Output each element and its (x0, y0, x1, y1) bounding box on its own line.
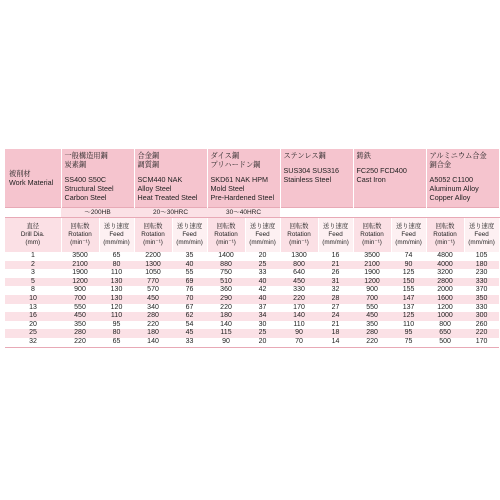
rotation-header-4 (353, 218, 391, 253)
feed-header-5 (464, 218, 499, 253)
rotation-cell: 1300 (134, 261, 172, 270)
rotation-cell: 800 (426, 321, 464, 330)
rotation-cell: 800 (280, 261, 318, 270)
rotation-ja: 回転数 (216, 223, 236, 230)
rotation-cell: 140 (134, 338, 172, 347)
hardness-5 (426, 208, 499, 218)
table-row (5, 312, 499, 321)
rotation-cell: 750 (207, 269, 245, 278)
feed-cell: 25 (245, 329, 280, 338)
material-en1: Cast Iron (356, 175, 386, 184)
rotation-cell: 1900 (353, 269, 391, 278)
feed-cell: 330 (464, 304, 499, 313)
rotation-header-1 (134, 218, 172, 253)
rotation-cell: 280 (353, 329, 391, 338)
feed-ja: 送り速度 (395, 223, 422, 230)
rotation-ja: 回転数 (289, 223, 309, 230)
rotation-cell: 220 (134, 321, 172, 330)
feed-ja: 送り速度 (103, 223, 130, 230)
feed-unit: (mm/min) (103, 239, 130, 246)
feed-cell: 21 (318, 261, 353, 270)
material-header-4 (353, 149, 426, 208)
rotation-unit: (min⁻¹) (289, 239, 309, 246)
rotation-cell: 570 (134, 286, 172, 295)
feed-cell: 40 (245, 295, 280, 304)
rotation-unit: (min⁻¹) (70, 239, 90, 246)
feed-cell: 62 (172, 312, 207, 321)
material-header-3 (280, 149, 353, 208)
feed-unit: (mm/min) (322, 239, 349, 246)
feed-cell: 120 (99, 304, 134, 313)
material-header-row (5, 149, 499, 208)
material-grades: SS400 S50C (64, 175, 107, 184)
feed-cell: 18 (318, 329, 353, 338)
material-grades: SKD61 NAK HPM (210, 175, 269, 184)
rotation-en: Rotation (287, 231, 311, 238)
rotation-unit: (min⁻¹) (143, 239, 163, 246)
material-grades: A5052 C1100 (429, 175, 473, 184)
feed-cell: 31 (318, 278, 353, 287)
feed-cell: 110 (99, 312, 134, 321)
feed-cell: 95 (99, 321, 134, 330)
hardness-0: ～200HB (61, 208, 134, 218)
feed-cell: 20 (245, 338, 280, 347)
feed-cell: 330 (464, 278, 499, 287)
rotation-cell: 3500 (61, 252, 99, 261)
feed-cell: 350 (464, 295, 499, 304)
rotation-cell: 2100 (61, 261, 99, 270)
rotation-cell: 350 (61, 321, 99, 330)
feed-cell: 70 (172, 295, 207, 304)
rotation-unit: (min⁻¹) (216, 239, 236, 246)
feed-cell: 30 (245, 321, 280, 330)
column-header-row (5, 218, 499, 253)
hardness-1: 20～30HRC (134, 208, 207, 218)
feed-cell: 69 (172, 278, 207, 287)
feed-cell: 260 (464, 321, 499, 330)
rotation-cell: 180 (207, 312, 245, 321)
feed-cell: 37 (245, 304, 280, 313)
feed-cell: 220 (464, 329, 499, 338)
material-grades: FC250 FCD400 (356, 166, 407, 175)
drill-dia-cell: 16 (5, 312, 61, 321)
work-material-label-ja: 被削材 (9, 169, 31, 178)
rotation-cell: 220 (61, 338, 99, 347)
rotation-cell: 650 (426, 329, 464, 338)
rotation-cell: 510 (207, 278, 245, 287)
rotation-cell: 1000 (426, 312, 464, 321)
feed-cell: 33 (172, 338, 207, 347)
feed-cell: 45 (172, 329, 207, 338)
feed-unit: (mm/min) (176, 239, 203, 246)
rotation-cell: 90 (207, 338, 245, 347)
rotation-cell: 170 (280, 304, 318, 313)
rotation-ja: 回転数 (143, 223, 163, 230)
feed-ja: 送り速度 (249, 223, 276, 230)
rotation-cell: 110 (280, 321, 318, 330)
drill-dia-cell: 13 (5, 304, 61, 313)
feed-cell: 67 (172, 304, 207, 313)
rotation-cell: 360 (207, 286, 245, 295)
feed-cell: 65 (99, 338, 134, 347)
feed-cell: 137 (391, 304, 426, 313)
material-en1: Alloy Steel (137, 184, 172, 193)
table-row (5, 329, 499, 338)
rotation-header-5 (426, 218, 464, 253)
rotation-cell: 115 (207, 329, 245, 338)
rotation-cell: 290 (207, 295, 245, 304)
rotation-en: Rotation (141, 231, 165, 238)
material-en2: Copper Alloy (429, 193, 471, 202)
rotation-cell: 1200 (353, 278, 391, 287)
rotation-cell: 1400 (207, 252, 245, 261)
feed-header-0 (99, 218, 134, 253)
feed-cell: 21 (318, 321, 353, 330)
feed-cell: 32 (318, 286, 353, 295)
rotation-header-2 (207, 218, 245, 253)
feed-ja: 送り速度 (176, 223, 203, 230)
feed-en: Feed (255, 231, 270, 238)
material-en2: Pre-Hardened Steel (210, 193, 275, 202)
rotation-cell: 550 (353, 304, 391, 313)
material-ja2: プリハードン鋼 (210, 160, 261, 169)
drill-dia-cell: 2 (5, 261, 61, 270)
material-header-1 (134, 149, 207, 208)
feed-cell: 42 (245, 286, 280, 295)
feed-ja: 送り速度 (322, 223, 349, 230)
drill-dia-cell: 1 (5, 252, 61, 261)
material-ja2: 調質鋼 (137, 160, 160, 169)
material-en1: Mold Steel (210, 184, 245, 193)
feed-cell: 76 (172, 286, 207, 295)
drill-dia-cell: 10 (5, 295, 61, 304)
rotation-cell: 350 (353, 321, 391, 330)
rotation-cell: 450 (353, 312, 391, 321)
work-material-label-en: Work Material (9, 178, 54, 187)
cutting-conditions-table (5, 149, 500, 348)
rotation-cell: 340 (134, 304, 172, 313)
rotation-en: Rotation (433, 231, 457, 238)
feed-cell: 33 (245, 269, 280, 278)
rotation-cell: 220 (207, 304, 245, 313)
rotation-cell: 4000 (426, 261, 464, 270)
material-grades: SUS304 SUS316 (283, 166, 340, 175)
rotation-cell: 900 (61, 286, 99, 295)
rotation-cell: 700 (61, 295, 99, 304)
material-en2: Heat Treated Steel (137, 193, 198, 202)
feed-cell: 16 (318, 252, 353, 261)
table-row (5, 286, 499, 295)
feed-cell: 95 (391, 329, 426, 338)
drill-dia-cell: 25 (5, 329, 61, 338)
feed-cell: 35 (172, 252, 207, 261)
material-ja1: 鋳鉄 (356, 151, 371, 160)
feed-cell: 28 (318, 295, 353, 304)
rotation-cell: 4800 (426, 252, 464, 261)
feed-en: Feed (182, 231, 197, 238)
rotation-en: Rotation (68, 231, 92, 238)
feed-en: Feed (401, 231, 416, 238)
material-en1: Aluminum Alloy (429, 184, 479, 193)
drill-dia-cell: 8 (5, 286, 61, 295)
feed-unit: (mm/min) (395, 239, 422, 246)
feed-cell: 26 (318, 269, 353, 278)
rotation-cell: 700 (353, 295, 391, 304)
rotation-cell: 450 (61, 312, 99, 321)
rotation-cell: 640 (280, 269, 318, 278)
rotation-cell: 900 (353, 286, 391, 295)
rotation-cell: 2100 (353, 261, 391, 270)
rotation-header-3 (280, 218, 318, 253)
feed-cell: 110 (99, 269, 134, 278)
feed-cell: 125 (391, 312, 426, 321)
rotation-cell: 770 (134, 278, 172, 287)
material-grades: SCM440 NAK (137, 175, 183, 184)
table-row (5, 261, 499, 270)
drill-dia-cell: 20 (5, 321, 61, 330)
feed-cell: 125 (391, 269, 426, 278)
feed-cell: 40 (172, 261, 207, 270)
rotation-header-0 (61, 218, 99, 253)
material-en1: Stainless Steel (283, 175, 332, 184)
feed-header-4 (391, 218, 426, 253)
feed-cell: 170 (464, 338, 499, 347)
drill-dia-en: Drill Dia. (20, 231, 45, 238)
feed-cell: 130 (99, 295, 134, 304)
rotation-ja: 回転数 (70, 223, 90, 230)
hardness-4 (353, 208, 426, 218)
rotation-cell: 2200 (134, 252, 172, 261)
feed-cell: 230 (464, 269, 499, 278)
rotation-cell: 180 (134, 329, 172, 338)
drill-dia-unit: (mm) (25, 239, 41, 246)
drill-dia-cell: 5 (5, 278, 61, 287)
feed-unit: (mm/min) (468, 239, 495, 246)
material-ja1: 合金鋼 (137, 151, 160, 160)
drill-dia-ja: 直径 (26, 223, 40, 230)
drill-dia-cell: 3 (5, 269, 61, 278)
material-ja2: 炭素鋼 (64, 160, 87, 169)
feed-cell: 75 (391, 338, 426, 347)
rotation-cell: 2000 (426, 286, 464, 295)
rotation-cell: 500 (426, 338, 464, 347)
feed-cell: 130 (99, 278, 134, 287)
material-en1: Structural Steel (64, 184, 114, 193)
material-header-2 (207, 149, 280, 208)
rotation-cell: 1050 (134, 269, 172, 278)
rotation-cell: 140 (207, 321, 245, 330)
rotation-en: Rotation (214, 231, 238, 238)
table-row (5, 269, 499, 278)
table-row (5, 304, 499, 313)
hardness-2: 30～40HRC (207, 208, 280, 218)
feed-cell: 40 (245, 278, 280, 287)
hardness-3 (280, 208, 353, 218)
rotation-ja: 回転数 (362, 223, 382, 230)
rotation-cell: 1200 (61, 278, 99, 287)
rotation-cell: 70 (280, 338, 318, 347)
feed-cell: 24 (318, 312, 353, 321)
feed-header-3 (318, 218, 353, 253)
material-ja1: ステンレス鋼 (283, 151, 326, 160)
feed-cell: 55 (172, 269, 207, 278)
feed-en: Feed (328, 231, 343, 238)
feed-cell: 54 (172, 321, 207, 330)
feed-cell: 20 (245, 252, 280, 261)
material-ja2: 銅合金 (429, 160, 452, 169)
table-row (5, 295, 499, 304)
feed-cell: 65 (99, 252, 134, 261)
material-ja1: ダイス鋼 (210, 151, 240, 160)
feed-cell: 14 (318, 338, 353, 347)
rotation-cell: 220 (353, 338, 391, 347)
feed-header-1 (172, 218, 207, 253)
work-material-label (5, 149, 61, 208)
feed-cell: 25 (245, 261, 280, 270)
feed-cell: 180 (464, 261, 499, 270)
material-en2: Carbon Steel (64, 193, 107, 202)
rotation-cell: 280 (61, 329, 99, 338)
rotation-unit: (min⁻¹) (362, 239, 382, 246)
feed-en: Feed (109, 231, 124, 238)
feed-cell: 147 (391, 295, 426, 304)
table-row (5, 338, 499, 347)
table-row (5, 321, 499, 330)
feed-en: Feed (474, 231, 489, 238)
feed-unit: (mm/min) (249, 239, 276, 246)
rotation-cell: 140 (280, 312, 318, 321)
feed-cell: 130 (99, 286, 134, 295)
rotation-cell: 3200 (426, 269, 464, 278)
feed-ja: 送り速度 (468, 223, 495, 230)
rotation-cell: 2800 (426, 278, 464, 287)
rotation-cell: 220 (280, 295, 318, 304)
material-ja1: 一般構造用鋼 (64, 151, 108, 160)
drill-dia-header (5, 218, 61, 253)
rotation-ja: 回転数 (435, 223, 455, 230)
feed-cell: 150 (391, 278, 426, 287)
feed-cell: 155 (391, 286, 426, 295)
feed-cell: 34 (245, 312, 280, 321)
feed-header-2 (245, 218, 280, 253)
feed-cell: 27 (318, 304, 353, 313)
rotation-cell: 1600 (426, 295, 464, 304)
table-row (5, 278, 499, 287)
feed-cell: 370 (464, 286, 499, 295)
rotation-cell: 90 (280, 329, 318, 338)
feed-cell: 110 (391, 321, 426, 330)
rotation-cell: 3500 (353, 252, 391, 261)
hardness-row (5, 208, 499, 218)
rotation-cell: 550 (61, 304, 99, 313)
material-header-0 (61, 149, 134, 208)
feed-cell: 105 (464, 252, 499, 261)
rotation-cell: 1300 (280, 252, 318, 261)
rotation-cell: 450 (134, 295, 172, 304)
rotation-cell: 1200 (426, 304, 464, 313)
table-row (5, 252, 499, 261)
drill-dia-cell: 32 (5, 338, 61, 347)
material-ja1: アルミニウム合金 (429, 151, 487, 160)
rotation-cell: 1900 (61, 269, 99, 278)
rotation-en: Rotation (360, 231, 384, 238)
rotation-cell: 450 (280, 278, 318, 287)
feed-cell: 90 (391, 261, 426, 270)
feed-cell: 74 (391, 252, 426, 261)
feed-cell: 80 (99, 329, 134, 338)
feed-cell: 300 (464, 312, 499, 321)
hardness-spacer (5, 208, 61, 218)
rotation-cell: 880 (207, 261, 245, 270)
rotation-cell: 330 (280, 286, 318, 295)
feed-cell: 80 (99, 261, 134, 270)
material-header-5 (426, 149, 499, 208)
rotation-cell: 280 (134, 312, 172, 321)
rotation-unit: (min⁻¹) (435, 239, 455, 246)
